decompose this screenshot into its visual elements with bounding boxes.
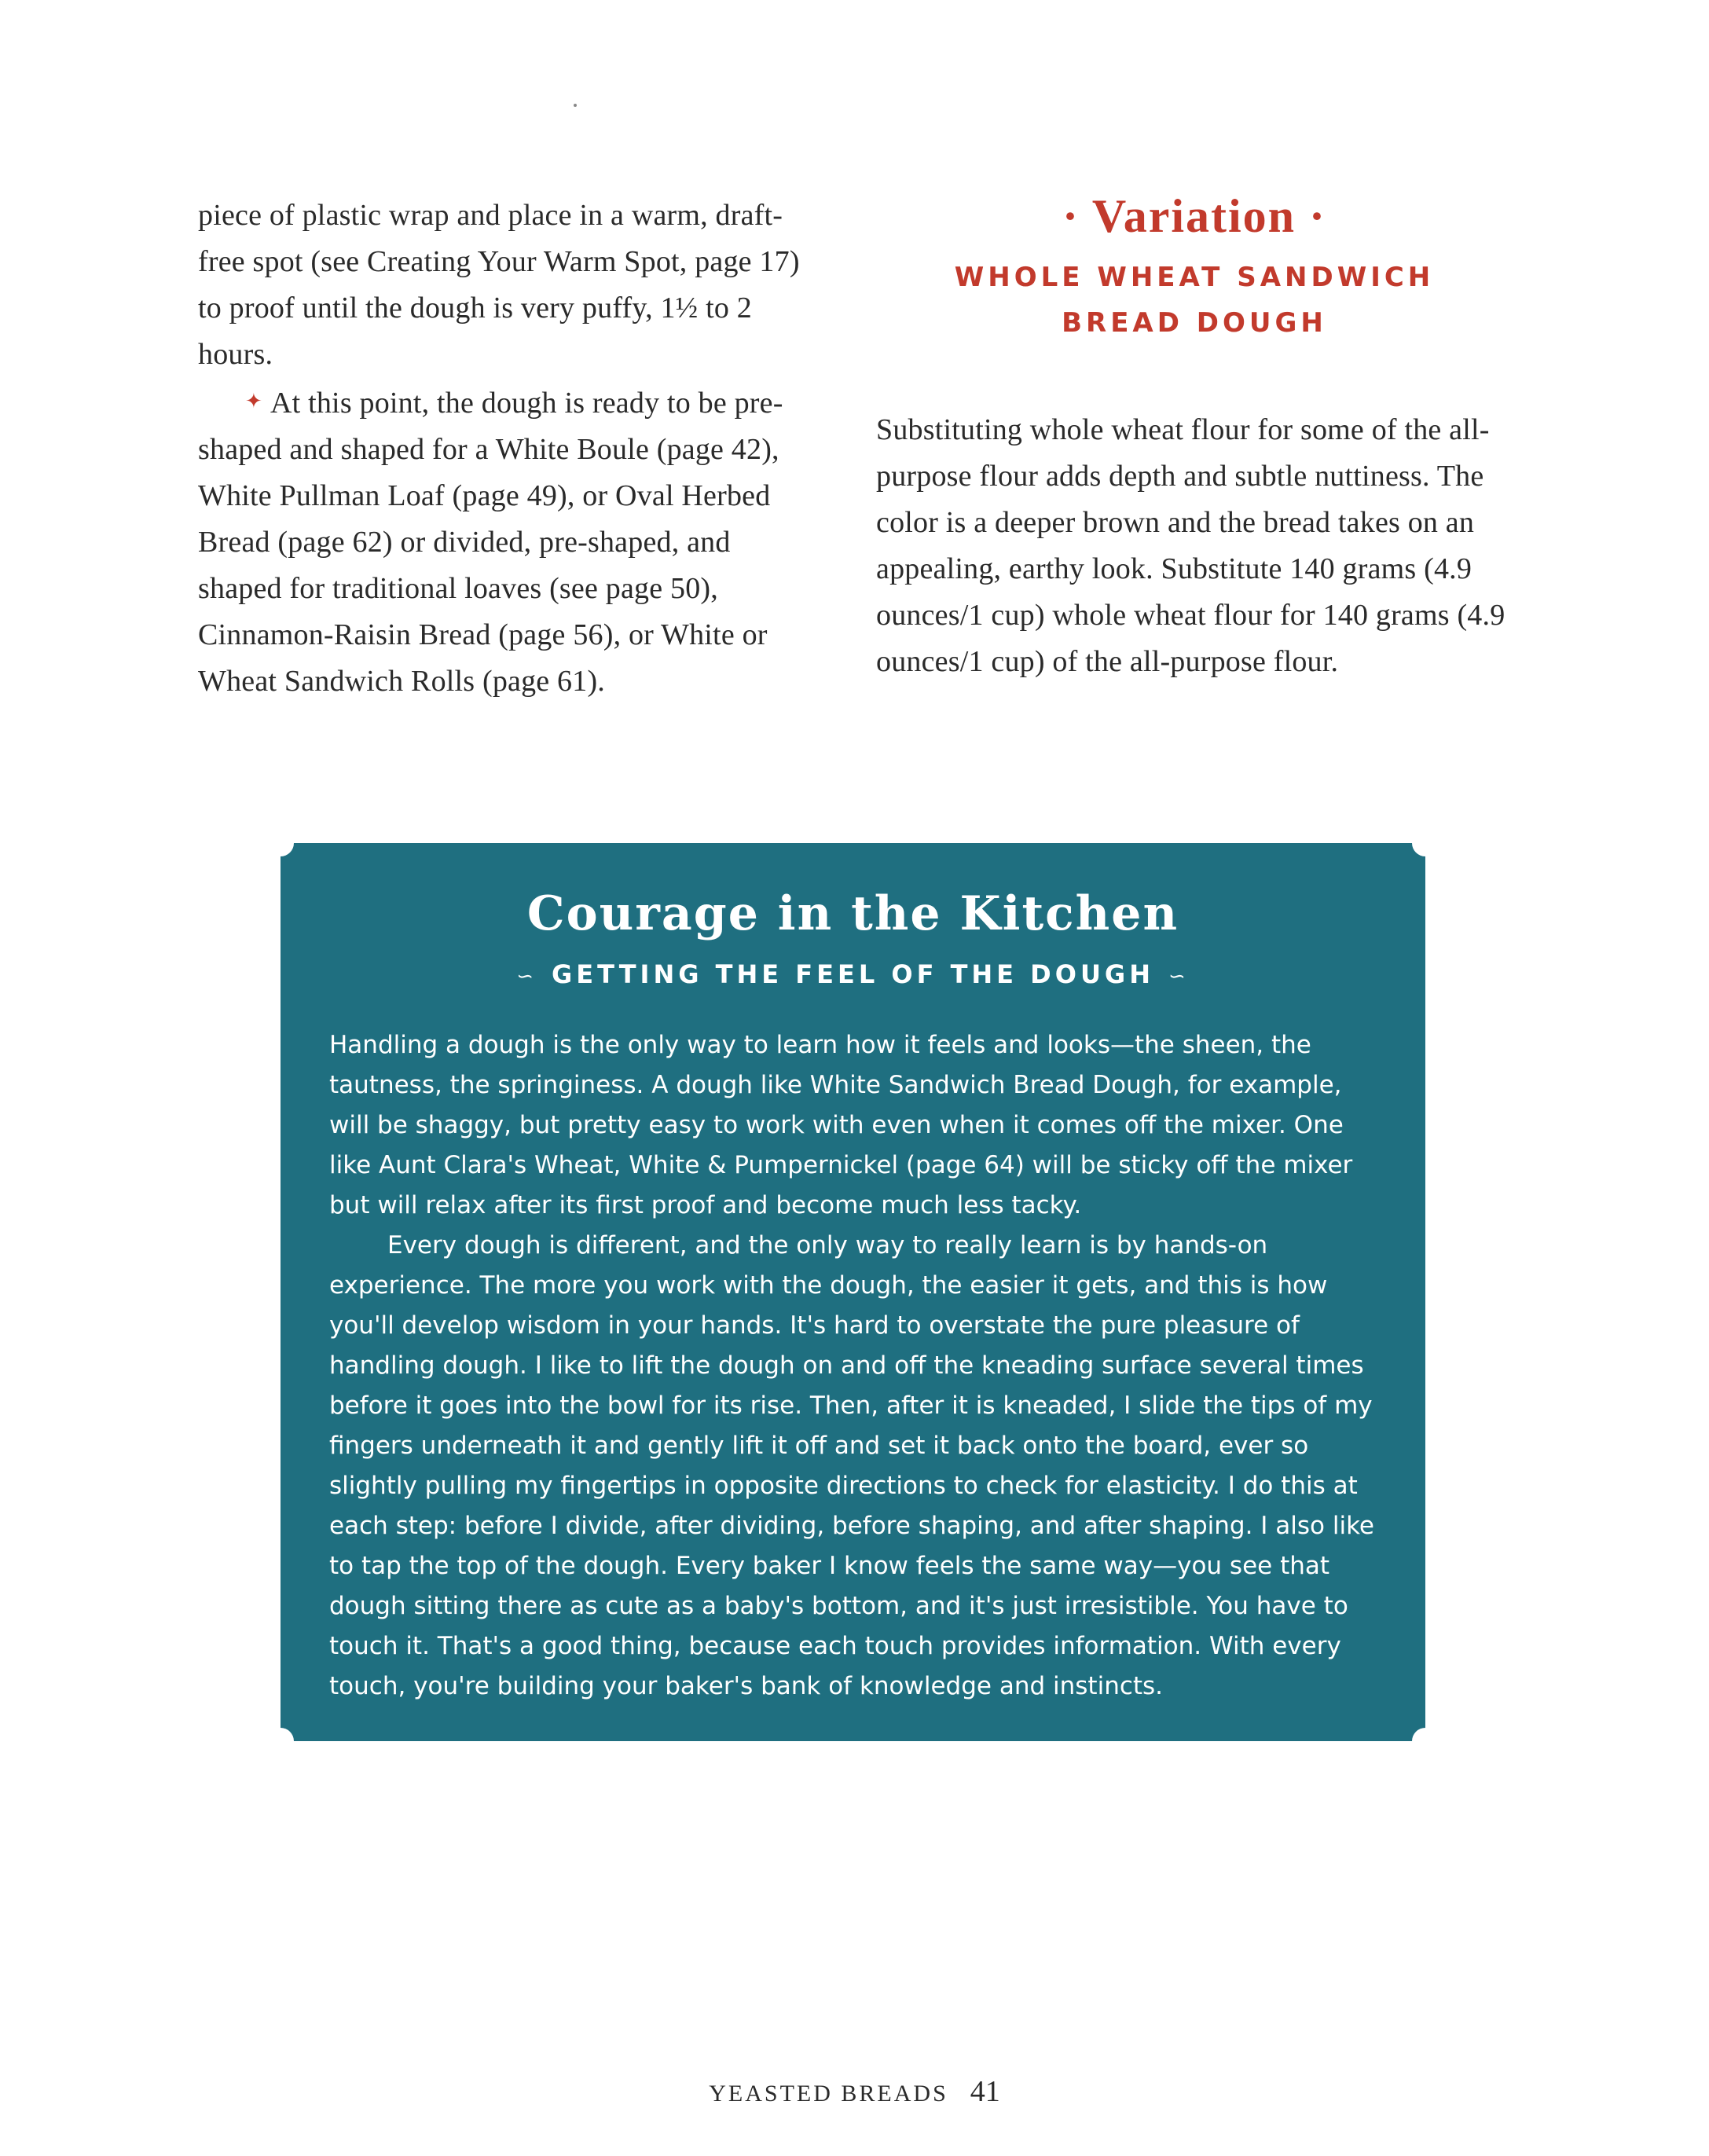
scan-speck	[574, 104, 577, 107]
page-number: 41	[970, 2075, 1000, 2108]
variation-title: · Variation ·	[1062, 190, 1327, 242]
sidebar-title: Courage in the Kitchen	[526, 886, 1179, 941]
sidebar-body	[329, 1025, 1382, 1707]
variation-body: Substituting whole wheat flour for some of the all-purpose flour adds depth and subtle nuttiness. The color is a deeper brown and the bread takes on an appealing, earthy look. Substitute 140 grams (4.9 ounces/1 cup) whole wheat flour for 140 grams (4.9 ounces/1 cup) of the all-purpose flour.	[876, 413, 1505, 678]
variation-subtitle-line1: WHOLE WHEAT SANDWICH	[954, 262, 1435, 293]
sidebar-corner-notch	[1412, 830, 1439, 856]
variation-subtitle-line2: BREAD DOUGH	[1062, 307, 1327, 339]
left-paragraph-1: piece of plastic wrap and place in a warm, draft-free spot (see Creating Your Warm Spot, page 17) to proof until the dough is very puffy, 1½ to 2 hours.	[198, 199, 800, 371]
page-footer	[0, 2074, 1709, 2109]
sidebar-subtitle-text: GETTING THE FEEL OF THE DOUGH	[552, 959, 1154, 989]
sidebar-corner-notch	[1412, 1728, 1439, 1754]
sidebar-paragraph-1: Handling a dough is the only way to learn how it feels and looks—the sheen, the tautness, the springiness. A dough like White Sandwich Bread Dough, for example, will be shaggy, but pretty easy to work with even when it comes off the mixer. One like Aunt Clara's Wheat, White & Pumpernickel (page 64) will be sticky off the mixer but will relax after its first proof and become much less tacky.	[329, 1031, 1353, 1219]
sidebar-corner-notch	[267, 830, 294, 856]
left-paragraph-2-text: At this point, the dough is ready to be pre-shaped and shaped for a White Boule (page 42), White Pullman Loaf (page 49), or Oval Herbed Bread (page 62) or divided, pre-shaped, and shaped for traditional loaves (see page 50), Cinnamon-Raisin Bread (page 56), or White or Wheat Sandwich Rolls (page 61).	[198, 387, 783, 698]
left-column	[198, 192, 819, 705]
courage-sidebar	[281, 843, 1425, 1741]
sidebar-paragraph-2: Every dough is different, and the only way to really learn is by hands-on experience. The more you work with the dough, the easier it gets, and this is how you'll develop wisdom in your hands. It's hard to overstate the pure pleasure of handling dough. I like to lift the dough on and off the kneading surface several times before it goes into the bowl for its rise. Then, after it is kneaded, I slide the tips of my fingers underneath it and gently lift it off and set it back onto the board, ever so slightly pulling my fingertips in opposite directions to check for elasticity. I do this at each step: before I divide, after dividing, before shaping, and after shaping. I also like to tap the top of the dough. Every baker I know feels the same way—you see that dough sitting there as cute as a baby's bottom, and it's just irresistible. You have to touch it. That's a good thing, because each touch provides information. With every touch, you're building your baker's bank of knowledge and instincts.	[329, 1231, 1375, 1700]
bullet-icon: ✦	[245, 390, 262, 412]
variation-section	[876, 189, 1513, 685]
flourish-icon: ∽	[516, 965, 538, 988]
sidebar-subtitle	[281, 959, 1425, 989]
left-paragraph-2	[198, 378, 819, 705]
sidebar-corner-notch	[267, 1728, 294, 1754]
running-footer-section: YEASTED BREADS	[709, 2081, 948, 2106]
flourish-icon: ∽	[1168, 965, 1190, 988]
